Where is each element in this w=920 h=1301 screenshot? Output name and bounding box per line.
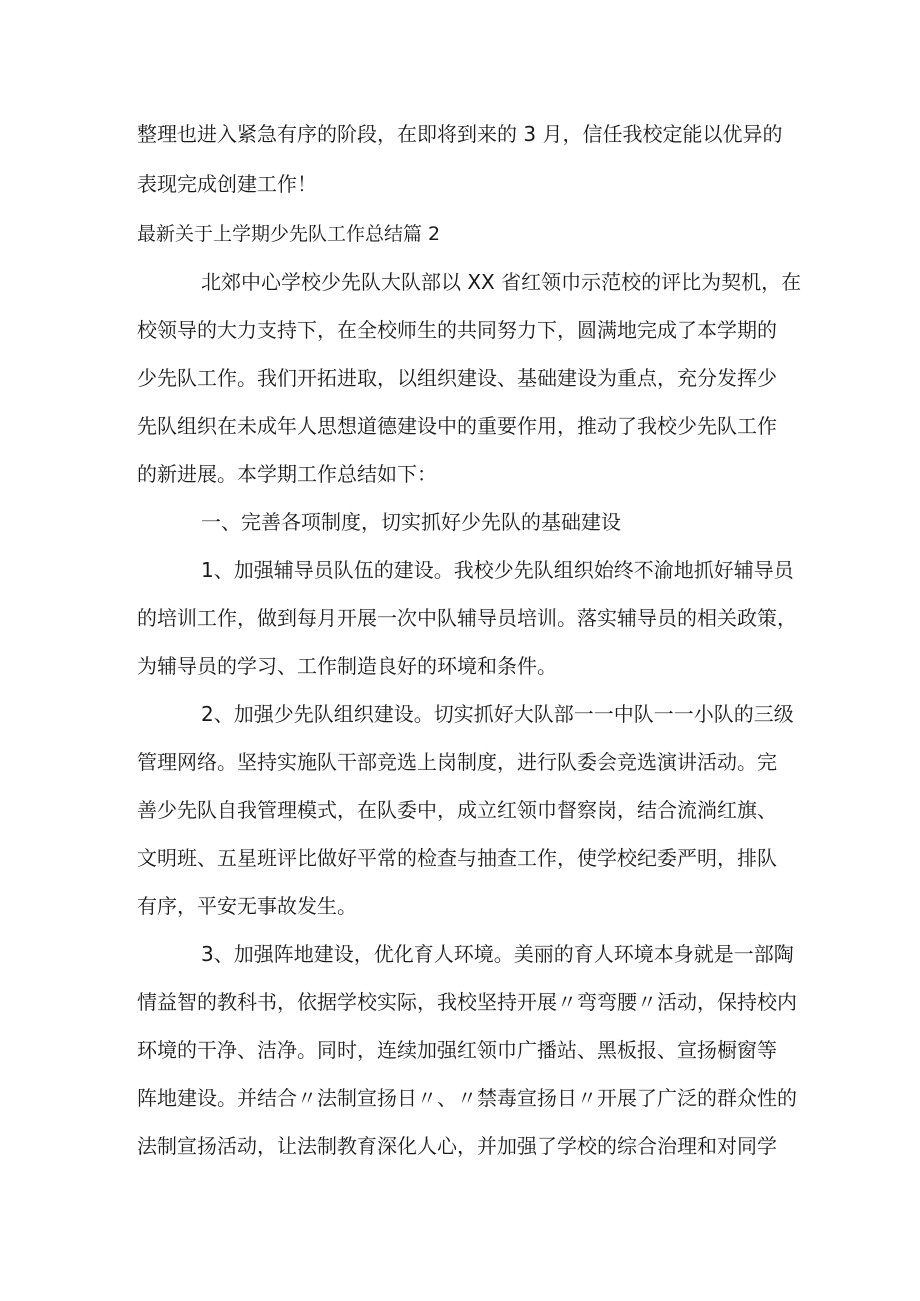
text-line: 2、加强少先队组织建设。切实抓好大队部一一中队一一小队的三级 (201, 702, 794, 726)
text-line: 1、加强辅导员队伍的建设。我校少先队组织始终不渝地抓好辅导员 (201, 558, 794, 582)
text-line: 3、加强阵地建设，优化育人环境。美丽的育人环境本身就是一部陶 (201, 942, 794, 966)
text-line: 情益智的教科书，依据学校实际，我校坚持开展〃弯弯腰〃活动，保持校内 (137, 990, 797, 1014)
text-line: 环境的干净、洁净。同时，连续加强红领巾广播站、黑板报、宣扬橱窗等 (137, 1038, 777, 1062)
text-line: 管理网络。坚持实施队干部竞选上岗制度，进行队委会竞选演讲活动。完 (137, 750, 777, 774)
section-heading: 最新关于上学期少先队工作总结篇 2 (137, 223, 441, 245)
subheading: 一、完善各项制度，切实抓好少先队的基础建设 (201, 510, 621, 534)
text-line: 少先队工作。我们开拓进取，以组织建设、基础建设为重点，充分发挥少 (137, 366, 777, 390)
text-line: 有序，平安无事故发生。 (137, 894, 357, 918)
text-line: 善少先队自我管理模式，在队委中，成立红领巾督察岗，结合流淌红旗、 (137, 798, 777, 822)
text-line: 法制宣扬活动，让法制教育深化人心，并加强了学校的综合治理和对同学 (137, 1134, 777, 1158)
text-line: 文明班、五星班评比做好平常的检查与抽查工作，使学校纪委严明，排队 (137, 846, 777, 870)
text-line: 为辅导员的学习、工作制造良好的环境和条件。 (137, 654, 557, 678)
text-line: 整理也进入紧急有序的阶段，在即将到来的 3 月，信任我校定能以优异的 (137, 122, 783, 146)
text-line: 的新进展。本学期工作总结如下： (137, 462, 437, 486)
text-line: 阵地建设。并结合〃法制宣扬日〃、〃禁毒宣扬日〃开展了广泛的群众性的 (137, 1086, 797, 1110)
text-line: 北郊中心学校少先队大队部以 XX 省红领巾示范校的评比为契机，在 (201, 270, 802, 294)
text-line: 的培训工作，做到每月开展一次中队辅导员培训。落实辅导员的相关政策， (137, 606, 797, 630)
text-line: 校领导的大力支持下，在全校师生的共同努力下，圆满地完成了本学期的 (137, 318, 777, 342)
text-line: 先队组织在未成年人思想道德建设中的重要作用，推动了我校少先队工作 (137, 414, 777, 438)
text-line: 表现完成创建工作！ (137, 172, 317, 196)
